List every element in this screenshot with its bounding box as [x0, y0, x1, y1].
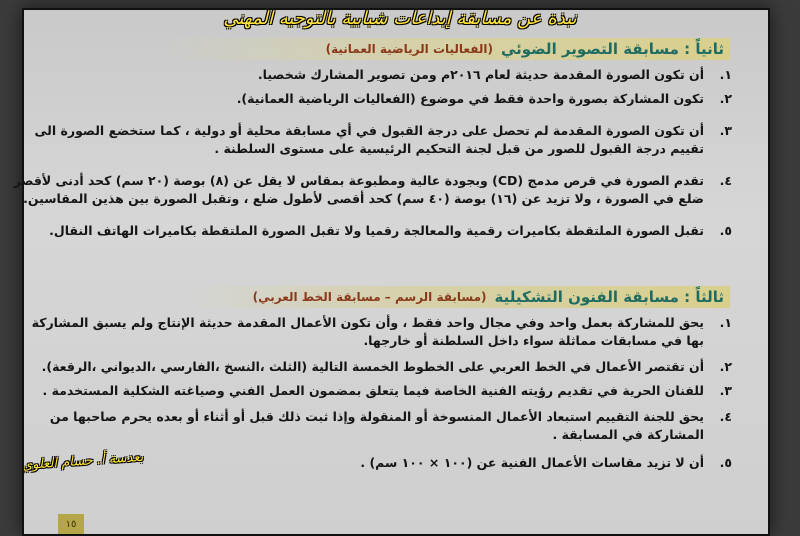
section-heading-photography: [164, 38, 730, 60]
list-item: ١. أن تكون الصورة المقدمة حديثة لعام ٢٠١٦م ومن تصوير المشارك شخصيا.: [257, 67, 732, 82]
list-item: ١. يحق للمشاركة بعمل واحد وفي مجال واحد فقط ، وأن تكون الأعمال المقدمة حديثة الإنتاج ولم يسبق المشاركة بها في مسابقات مماثلة سواء داخل السلطنة أو خارجها.: [31, 315, 732, 348]
section3-title: ثالثاً : مسابقة الفنون التشكيلية: [494, 288, 724, 306]
section2-title: ثانياً : مسابقة التصوير الضوئي: [500, 40, 724, 58]
photographer-signature: بعدسة أ. حسام العلوي: [21, 449, 144, 474]
list-item: ٥. أن لا تزيد مقاسات الأعمال الفنية عن (١٠٠ × ١٠٠ سم) .: [360, 455, 732, 470]
list-item: ٥. تقبل الصورة الملتقطة بكاميرات رقمية والمعالجة رقميا ولا تقبل الصورة الملتقطة بكاميرات الهاتف النقال.: [49, 223, 732, 238]
section3-subtitle: (مسابقة الرسم – مسابقة الخط العربي): [252, 290, 487, 304]
section-heading-fine-arts: [184, 286, 730, 308]
list-item: ٣. أن تكون الصورة المقدمة لم تحصل على درجة القبول في أي مسابقة محلية أو دولية ، كما ستخضع الصورة الى تقييم درجة القبول للصور من قبل لجنة التحكيم الرئيسية على مستوى السلطنة .: [34, 123, 732, 156]
list-item: ٢. تكون المشاركة بصورة واحدة فقط في موضوع (الفعاليات الرياضية العمانية).: [236, 91, 732, 106]
list-item: ٣. للفنان الحرية في تقديم رؤيته الفنية الخاصة فيما يتعلق بمضمون العمل الفني وصياغته الشكلية المستخدمة .: [42, 383, 732, 398]
list-item: ٤. يحق للجنة التقييم استبعاد الأعمال المنسوخة أو المنقولة وإذا ثبت ذلك قبل أو أثناء أو بعده يحرم صاحبها من المشاركة في المسابقة .: [49, 409, 732, 442]
list-item: ٤. تقدم الصورة في قرص مدمج (CD) وبجودة عالية ومطبوعة بمقاس لا يقل عن (٨) بوصة (٢٠ سم) كحد أدنى لأقصر ضلع في الصورة ، ولا تزيد عن (١٦) بوصة (٤٠ سم) كحد أقصى لأطول ضلع ، وتقبل الصورة بين هذين المقاسين.: [13, 173, 732, 206]
list-item: ٢. أن تقتصر الأعمال في الخط العربي على الخطوط الخمسة التالية (الثلث ،النسخ ،الفارسي ،الديواني ،الرقعة).: [41, 359, 732, 374]
page-title: نبذة عن مسابقة إبداعات شبابية بالتوجيه المهني: [223, 8, 577, 29]
page-number: ١٥: [58, 514, 84, 536]
section2-subtitle: (الفعاليات الرياضية العمانية): [325, 42, 493, 56]
